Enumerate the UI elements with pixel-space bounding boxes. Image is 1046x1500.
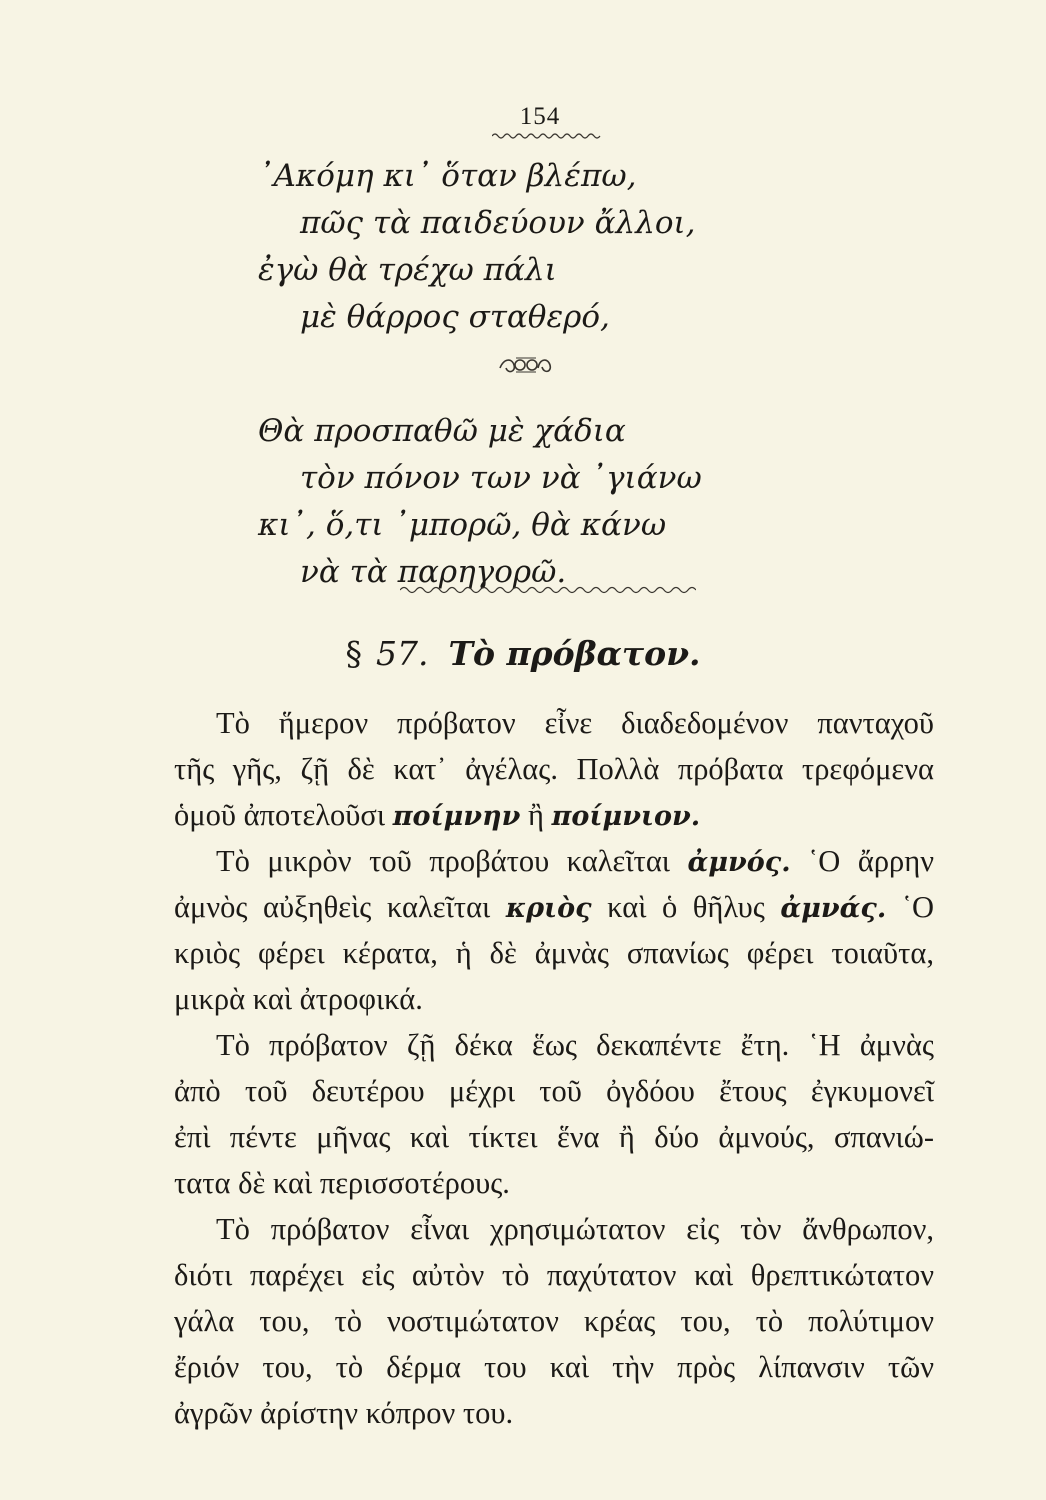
section-number: 57. [375, 634, 429, 673]
page-number: 154 [519, 103, 561, 130]
poem-line: ᾿Ακόμη κι᾽ ὅταν βλέπω, [258, 158, 637, 194]
term-emphasis: ἀμνάς. [780, 893, 887, 924]
term-emphasis: ποίμνην [392, 801, 521, 832]
text-line: ἀπὸ τοῦ δευτέρου μέχρι τοῦ ὀγδόου ἔτους ἐγκυμονεῖ [174, 1074, 934, 1108]
term-emphasis: ἀμνός. [687, 847, 791, 878]
section-title: Τὸ πρόβατον. [448, 634, 701, 673]
page-number-underline-icon [492, 132, 602, 140]
text-span: καὶ ὁ θῆλυς [591, 890, 781, 924]
term-emphasis: ποίμνιον. [551, 801, 701, 832]
poem-line: ἐγὼ θὰ τρέχω πάλι [258, 252, 557, 288]
text-line: τῆς γῆς, ζῇ δὲ κατ᾽ ἀγέλας. Πολλὰ πρόβατα τρεφόμενα [174, 752, 934, 786]
wavy-rule-icon [400, 585, 696, 595]
text-span: Τὸ μικρὸν τοῦ προβάτου καλεῖται [216, 844, 688, 878]
text-line: μικρὰ καὶ ἀτροφικά. [174, 982, 423, 1016]
text-line: διότι παρέχει εἰς αὐτὸν τὸ παχύτατον καὶ θρεπτικώτατον [174, 1258, 934, 1292]
poem-line: νὰ τὰ παρηγορῶ. [300, 554, 567, 590]
text-line [216, 838, 934, 886]
poem-line: τὸν πόνον των νὰ ᾿γιάνω [300, 460, 702, 496]
poem-line: μὲ θάρρος σταθερό, [300, 299, 610, 335]
text-line [174, 884, 934, 932]
text-line: κριὸς φέρει κέρατα, ἡ δὲ ἀμνὰς σπανίως φέρει τοιαῦτα, [174, 936, 934, 970]
term-emphasis: κριὸς [505, 893, 592, 924]
text-span: ῾Ο ἄρρην [790, 844, 934, 878]
text-line: τατα δὲ καὶ περισσοτέρους. [174, 1166, 510, 1200]
text-span: ἢ [520, 798, 552, 832]
fleuron-ornament-icon [496, 354, 556, 376]
section-heading [0, 634, 1046, 674]
text-line: γάλα του, τὸ νοστιμώτατον κρέας του, τὸ πολύτιμον [174, 1304, 934, 1338]
poem-line: πῶς τὰ παιδεύουν ἄλλοι, [300, 205, 696, 241]
text-span: ἀμνὸς αὐξηθεὶς καλεῖται [174, 890, 506, 924]
text-span: ῾Ο [886, 890, 935, 924]
text-line: ἔριόν του, τὸ δέρμα του καὶ τὴν πρὸς λίπανσιν τῶν [174, 1350, 934, 1384]
text-line [174, 792, 934, 840]
section-symbol: § [345, 634, 362, 673]
text-line: ἀγρῶν ἀρίστην κόπρον του. [174, 1396, 514, 1430]
poem-line: Θὰ προσπαθῶ μὲ χάδια [258, 413, 626, 449]
text-line: Τὸ ἥμερον πρόβατον εἶνε διαδεδομένον πανταχοῦ [216, 706, 934, 740]
text-line: ἐπὶ πέντε μῆνας καὶ τίκτει ἕνα ἢ δύο ἀμνούς, σπανιώ- [174, 1120, 934, 1154]
text-span: ὁμοῦ ἀποτελοῦσι [174, 798, 393, 832]
text-line: Τὸ πρόβατον εἶναι χρησιμώτατον εἰς τὸν ἄνθρωπον, [216, 1212, 934, 1246]
poem-line: κι᾽, ὅ,τι ᾿μπορῶ, θὰ κάνω [258, 507, 667, 543]
text-line: Τὸ πρόβατον ζῇ δέκα ἕως δεκαπέντε ἔτη. ῾Η ἀμνὰς [216, 1028, 934, 1062]
